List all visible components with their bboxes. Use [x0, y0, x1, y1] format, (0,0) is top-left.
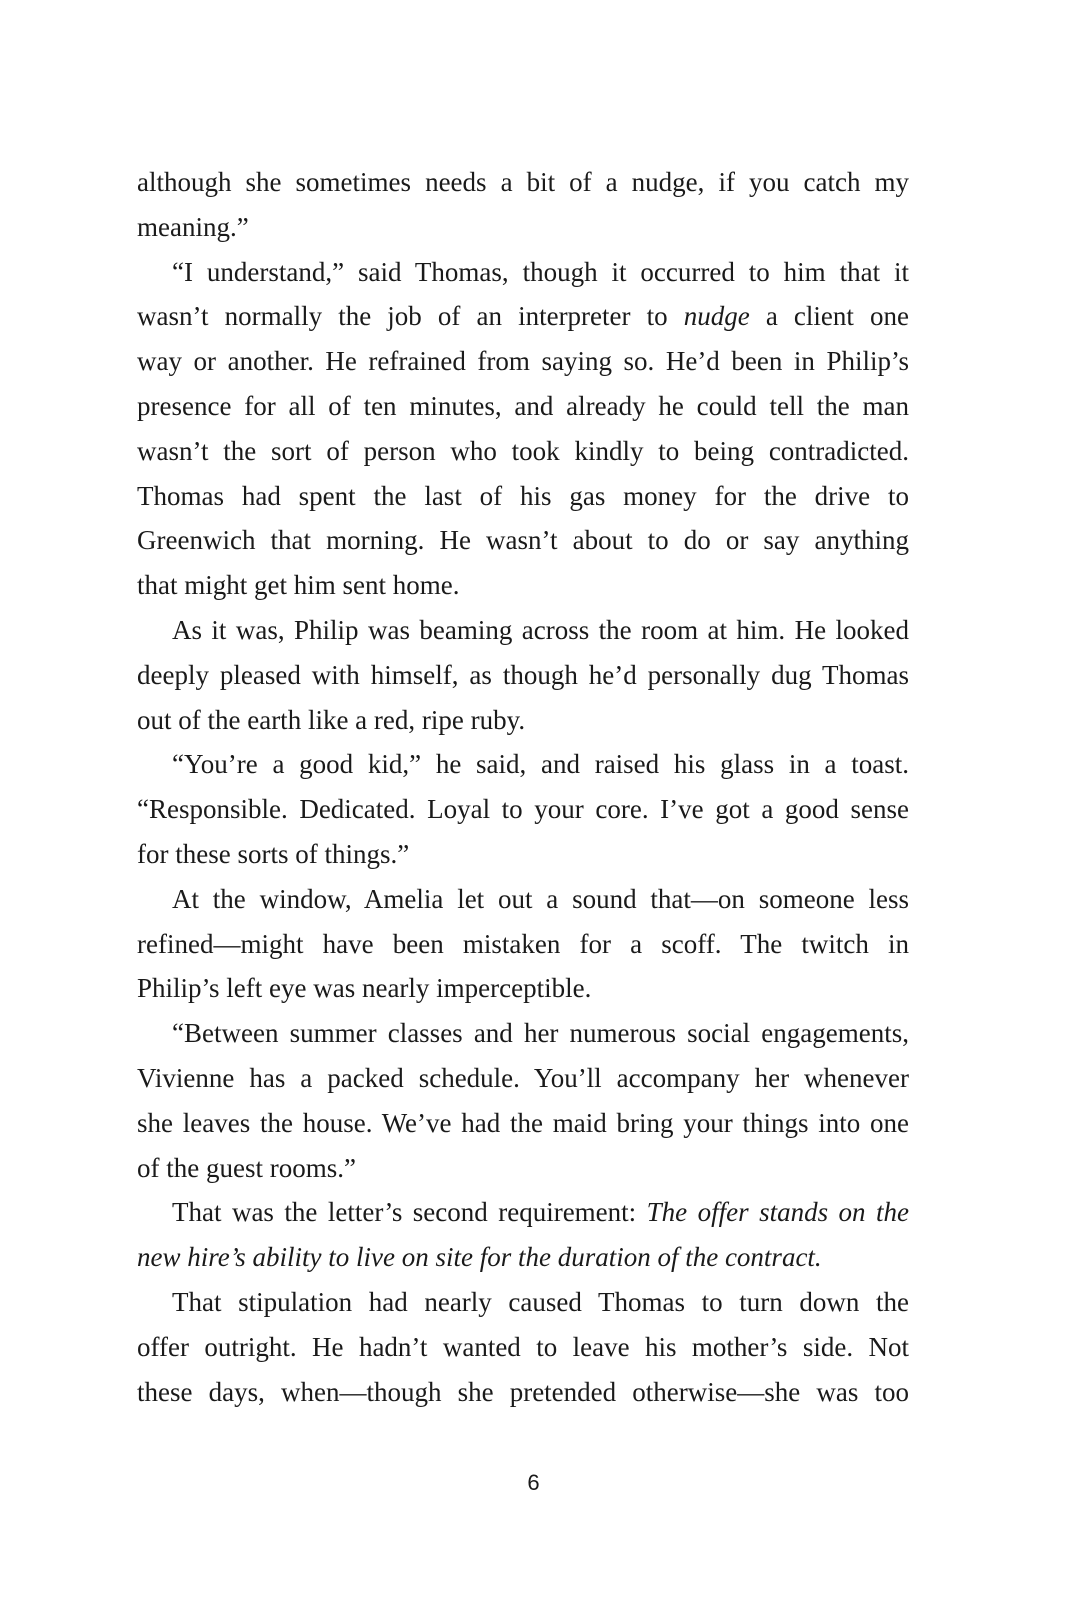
text-line: for these sorts of things.” [137, 838, 410, 869]
text-line: presence for all of ten minutes, and already he could tell the man [137, 390, 909, 421]
text-line: meaning.” [137, 211, 249, 242]
emphasis: The offer stands on the [646, 1197, 909, 1228]
text-line: out of the earth like a red, ripe ruby. [137, 704, 526, 735]
text-line: “Between summer classes and her numerous social engagements, [172, 1018, 909, 1049]
text-line: Thomas had spent the last of his gas money for the drive to [137, 480, 909, 511]
text-line: Greenwich that morning. He wasn’t about to do or say anything [137, 525, 909, 556]
text-line: Vivienne has a packed schedule. You’ll accompany her whenever [137, 1062, 909, 1093]
text-line: although she sometimes needs a bit of a nudge, if you catch my [137, 167, 909, 197]
text-line: refined—might have been mistaken for a scoff. The twitch in [137, 928, 909, 959]
text-line: That stipulation had nearly caused Thomas to turn down the [172, 1286, 909, 1317]
text-line: offer outright. He hadn’t wanted to leave his mother’s side. Not [137, 1331, 909, 1362]
text-line: “You’re a good kid,” he said, and raised his glass in a toast. [172, 749, 909, 780]
page-number: 6 [527, 1470, 540, 1495]
text-line: deeply pleased with himself, as though he’d personally dug Thomas [137, 659, 909, 690]
text-line: these days, when—though she pretended otherwise—she was too [137, 1376, 909, 1407]
text-line: of the guest rooms.” [137, 1152, 356, 1183]
text-line: she leaves the house. We’ve had the maid bring your things into one [137, 1107, 909, 1138]
text-line: At the window, Amelia let out a sound that—on someone less [172, 883, 909, 914]
body-text [137, 160, 909, 1414]
text-line: That was the letter’s second requirement: The offer stands on the [172, 1197, 909, 1228]
text-line: As it was, Philip was beaming across the room at him. He looked [172, 614, 909, 645]
text-line: “I understand,” said Thomas, though it occurred to him that it [172, 256, 909, 287]
text-line: way or another. He refrained from saying so. He’d been in Philip’s [137, 346, 909, 377]
emphasis: nudge [683, 301, 750, 332]
text-line: wasn’t normally the job of an interpreter to nudge a client one [137, 301, 909, 332]
text-line: “Responsible. Dedicated. Loyal to your core. I’ve got a good sense [137, 794, 909, 825]
text-line: that might get him sent home. [137, 570, 460, 601]
text-line: Philip’s left eye was nearly imperceptible. [137, 973, 592, 1004]
text-line: wasn’t the sort of person who took kindly to being contradicted. [137, 435, 909, 466]
text-line: new hire’s ability to live on site for the duration of the contract. [137, 1242, 822, 1273]
